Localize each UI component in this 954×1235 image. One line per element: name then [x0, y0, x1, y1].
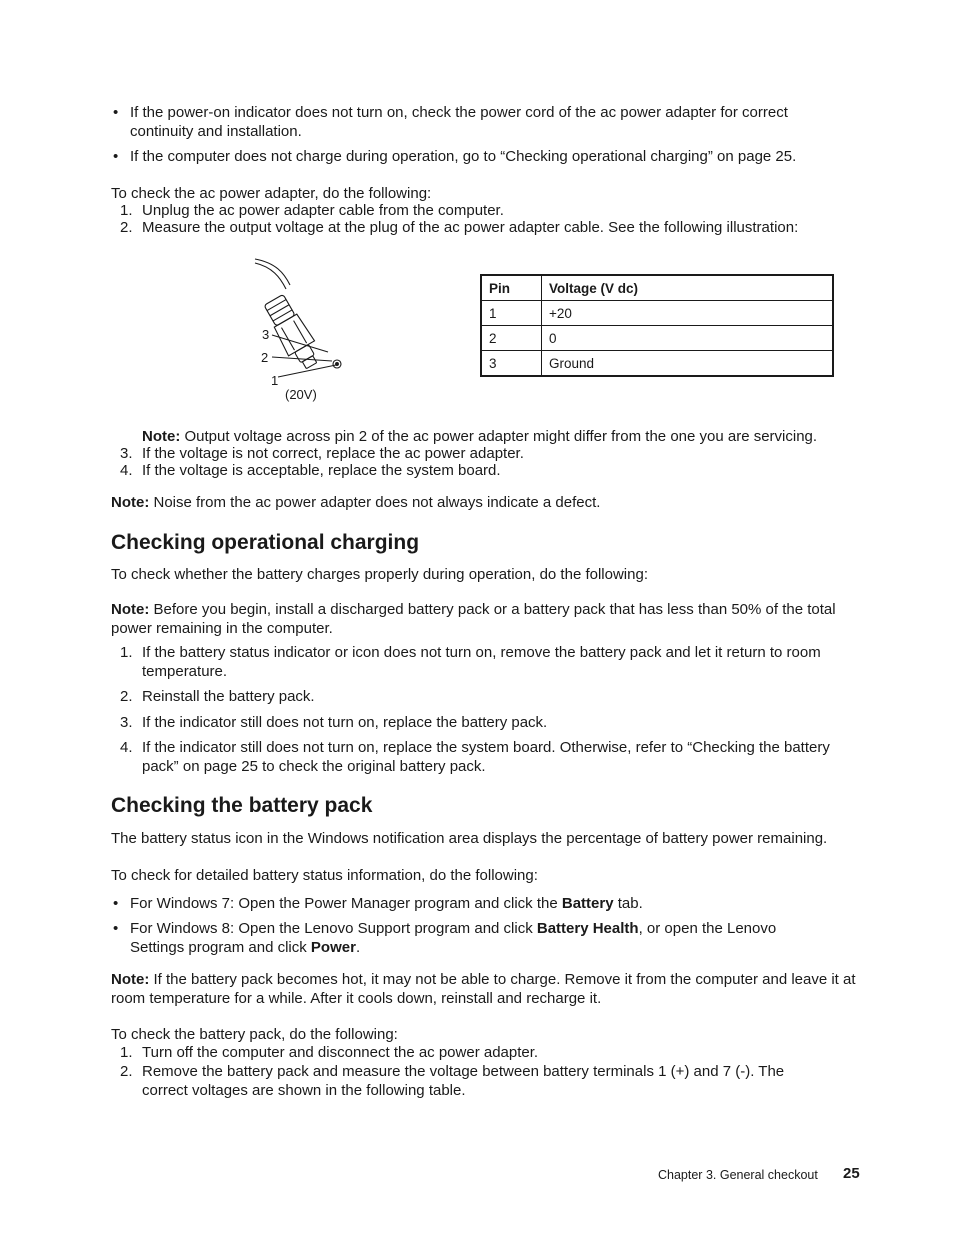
- note-label: Note:: [111, 971, 150, 988]
- section-heading: Checking operational charging: [111, 531, 420, 554]
- bullet-text: If the computer does not charge during operation, go to “Checking operational charging” on page 25.: [130, 148, 797, 165]
- step-number: 2.: [120, 1063, 133, 1080]
- bullet-text-part: For Windows 8: Open the Lenovo Support program and click: [130, 920, 537, 937]
- figure-label-1: 1: [271, 373, 279, 388]
- step-number: 3.: [120, 445, 133, 462]
- section-paragraph: To check the battery pack, do the following:: [111, 1026, 398, 1043]
- bullet-text-part: .: [355, 939, 361, 956]
- step-text: Unplug the ac power adapter cable from the computer.: [142, 202, 504, 219]
- step-number: 1.: [120, 1044, 133, 1061]
- step-text: Reinstall the battery pack.: [142, 688, 315, 705]
- step-text: If the indicator still does not turn on, replace the system board. Otherwise, refer to “Checking the battery pack” on page 25 to check the original battery pack.: [142, 739, 830, 775]
- note-text: Before you begin, install a discharged battery pack or a battery pack that has less than 50% of the total power remaining in the computer.: [111, 601, 836, 637]
- note-text: Output voltage across pin 2 of the ac power adapter might differ from the one you are servicing.: [180, 428, 818, 445]
- table-header-row: [481, 275, 833, 301]
- step-number: 4.: [120, 462, 133, 479]
- table-row: [481, 301, 833, 326]
- step-text: If the voltage is acceptable, replace the system board.: [142, 462, 501, 479]
- step-text: Measure the output voltage at the plug of the ac power adapter cable. See the following illustration:: [142, 219, 799, 236]
- table-cell: 2: [481, 326, 542, 351]
- step-number: 1.: [120, 644, 133, 661]
- noise-note: [111, 493, 861, 512]
- bullet-text-part: , or open the Lenovo Settings program and click: [130, 920, 777, 956]
- bullet-text: [130, 919, 830, 957]
- section-paragraph: To check for detailed battery status information, do the following:: [111, 867, 538, 884]
- note-label: Note:: [142, 428, 181, 445]
- section-note: [111, 600, 856, 638]
- program-option-name: Power: [310, 939, 356, 956]
- note-label: Note:: [111, 494, 150, 511]
- figure-label-2: 2: [261, 350, 269, 365]
- step-text: If the battery status indicator or icon does not turn on, remove the battery pack and let it return to room temperature.: [142, 644, 821, 680]
- table-cell: 3: [481, 351, 542, 377]
- section-paragraph: The battery status icon in the Windows notification area displays the percentage of battery power remaining.: [111, 830, 828, 847]
- bullet-text: [130, 894, 850, 913]
- table-row: [481, 351, 833, 377]
- footer-chapter: Chapter 3. General checkout: [658, 1168, 818, 1182]
- table-row: [481, 326, 833, 351]
- step-number: 4.: [120, 739, 133, 756]
- step-text: If the voltage is not correct, replace the ac power adapter.: [142, 445, 524, 462]
- step-text: If the indicator still does not turn on, replace the battery pack.: [142, 714, 548, 731]
- step-text: Turn off the computer and disconnect the ac power adapter.: [142, 1044, 539, 1061]
- step-number: 3.: [120, 714, 133, 731]
- page-number: 25: [843, 1165, 860, 1182]
- adapter-intro: To check the ac power adapter, do the following:: [111, 185, 432, 202]
- table-cell: 1: [481, 301, 542, 326]
- section-intro: To check whether the battery charges properly during operation, do the following:: [111, 566, 648, 583]
- pin-voltage-table: [480, 274, 834, 377]
- program-option-name: Battery Health: [536, 920, 639, 937]
- table-cell: Ground: [542, 351, 834, 377]
- step-number: 2.: [120, 219, 133, 236]
- column-header: Pin: [481, 275, 542, 301]
- column-header: Voltage (V dc): [542, 275, 834, 301]
- table-cell: 0: [542, 326, 834, 351]
- section-heading: Checking the battery pack: [111, 794, 373, 817]
- step-number: 1.: [120, 202, 133, 219]
- note-label: Note:: [111, 601, 150, 618]
- figure-label-3: 3: [262, 327, 270, 342]
- table-cell: +20: [542, 301, 834, 326]
- figure-label-voltage: (20V): [285, 387, 317, 402]
- section-note: [111, 970, 871, 1008]
- bullet-text-part: tab.: [613, 895, 643, 912]
- step-text: Remove the battery pack and measure the voltage between battery terminals 1 (+) and 7 (-). The correct voltages are shown in the following table.: [142, 1063, 785, 1099]
- note-text: If the battery pack becomes hot, it may not be able to charge. Remove it from the computer and leave it at room temperature for a while. After it cools down, reinstall and recharge it.: [111, 971, 856, 1007]
- bullet-text-part: For Windows 7: Open the Power Manager program and click the: [130, 895, 562, 912]
- step-number: 2.: [120, 688, 133, 705]
- tab-name: Battery: [561, 895, 614, 912]
- bullet-text: If the power-on indicator does not turn on, check the power cord of the ac power adapter for correct continuity and installation.: [130, 104, 788, 140]
- note-text: Noise from the ac power adapter does not always indicate a defect.: [149, 494, 601, 511]
